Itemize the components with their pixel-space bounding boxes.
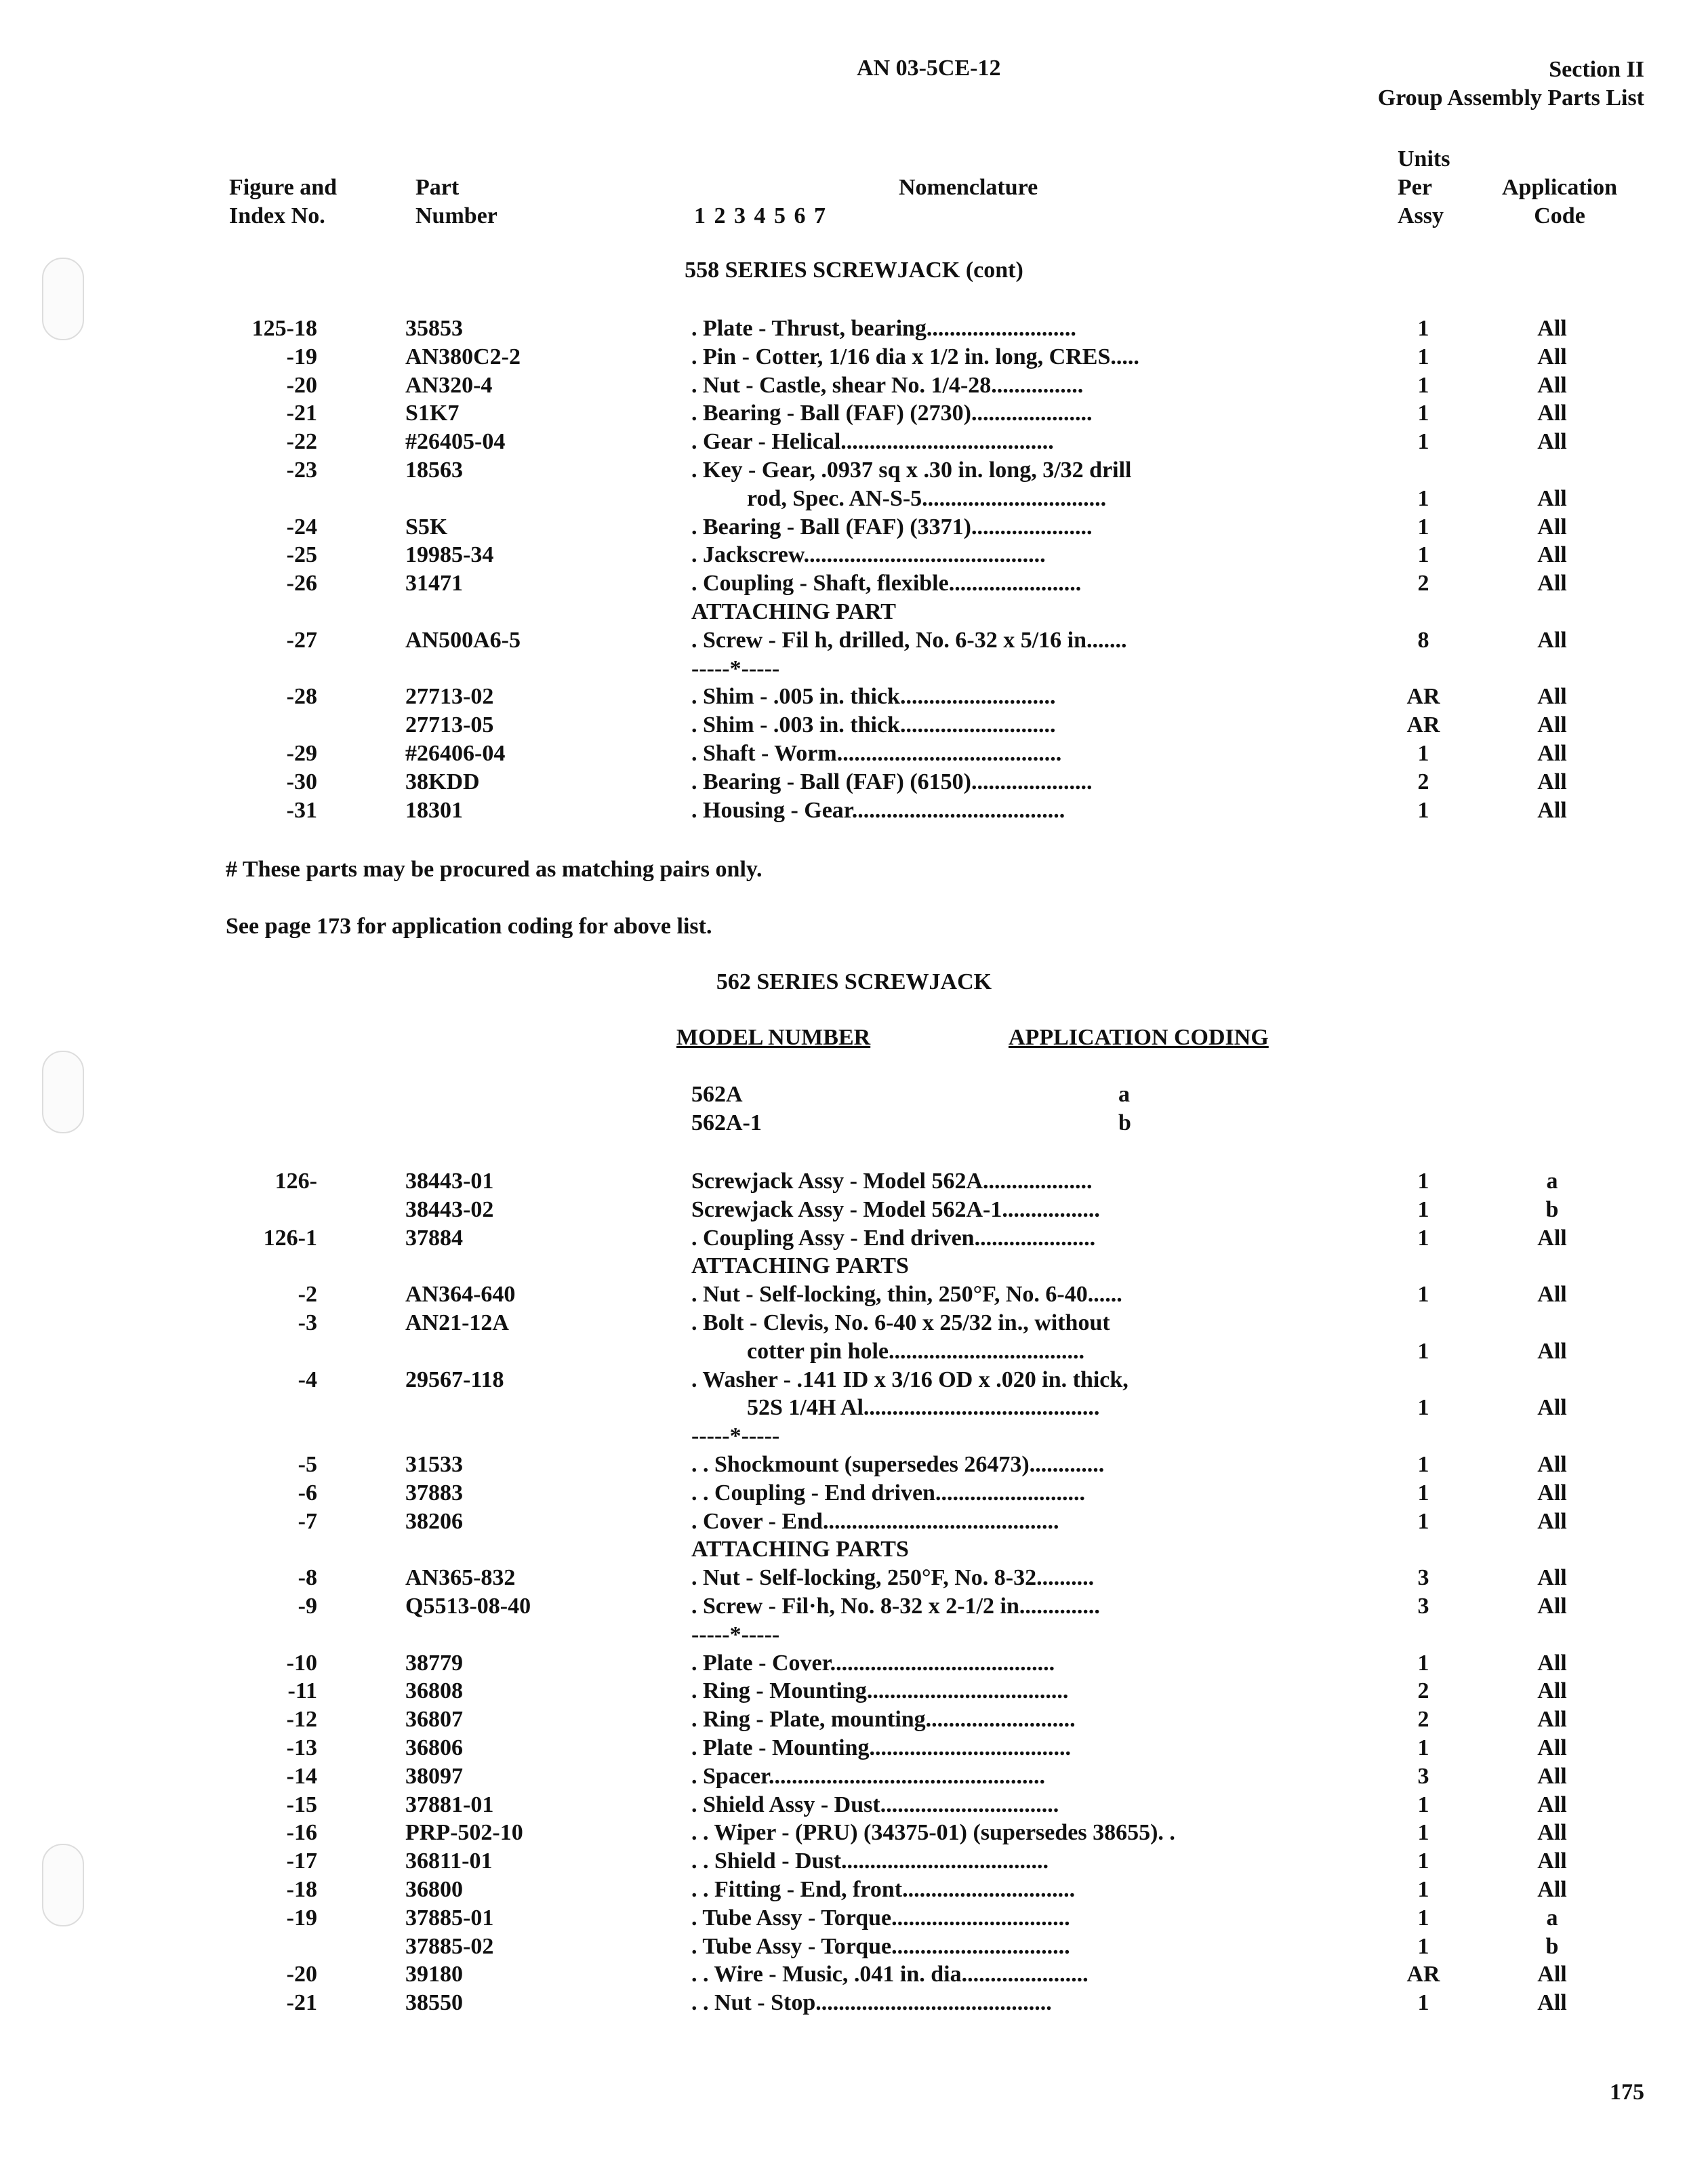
figure-index-cell: 126-: [274, 1169, 317, 1194]
units-cell: 1: [1417, 741, 1429, 766]
application-code-cell: All: [1537, 571, 1567, 597]
nomenclature-cell: . . Wire - Music, .041 in. dia......................: [691, 1962, 1089, 1987]
figure-index-cell: -16: [286, 1820, 317, 1846]
application-coding-note: See page 173 for application coding for above list.: [226, 914, 712, 939]
punch-hole: [42, 1051, 84, 1133]
units-cell: 2: [1417, 769, 1429, 794]
figure-index-cell: -8: [298, 1565, 317, 1591]
application-code-cell: a: [1546, 1905, 1558, 1931]
figure-index-cell: -27: [286, 627, 317, 653]
part-number-cell: 18563: [405, 458, 463, 483]
table-row: [0, 343, 1708, 371]
column-header-units-per-assy: Units Per Assy: [1398, 146, 1450, 228]
application-code-cell: All: [1537, 401, 1567, 426]
nomenclature-cell: . Bearing - Ball (FAF) (3371).....................: [691, 514, 1093, 540]
column-header-indent-levels: 1 2 3 4 5 6 7: [694, 203, 827, 228]
model-number: 562A-1: [691, 1110, 762, 1135]
part-number-cell: 27713-02: [405, 684, 494, 710]
application-code-cell: All: [1537, 1395, 1567, 1421]
application-code-cell: All: [1537, 1763, 1567, 1789]
table-row: [0, 626, 1708, 655]
figure-index-cell: -24: [286, 514, 317, 540]
part-number-cell: #26406-04: [405, 741, 506, 766]
figure-index-cell: -13: [286, 1735, 317, 1760]
application-code-cell: All: [1537, 1282, 1567, 1308]
application-code-cell: All: [1537, 684, 1567, 710]
matching-pairs-note: # These parts may be procured as matching pairs only.: [226, 857, 762, 882]
table-row: [0, 1904, 1708, 1933]
table-row: [0, 1960, 1708, 1989]
part-number-cell: 35853: [405, 316, 463, 341]
nomenclature-cell: . . Nut - Stop.........................................: [691, 1990, 1052, 2016]
part-number-cell: 38KDD: [405, 769, 480, 794]
table-row: [0, 1366, 1708, 1394]
table-row: [0, 796, 1708, 825]
part-number-cell: AN21-12A: [405, 1310, 509, 1335]
table-row: [0, 1876, 1708, 1904]
figure-index-cell: -17: [286, 1848, 317, 1874]
part-number-cell: 36806: [405, 1735, 463, 1760]
application-code-cell: All: [1537, 1678, 1567, 1704]
part-number-cell: 39180: [405, 1962, 463, 1987]
table-row: [0, 1252, 1708, 1280]
table-row: [0, 768, 1708, 796]
table-row: [0, 1280, 1708, 1309]
section-label: Section II: [1549, 57, 1644, 82]
table-row: [0, 740, 1708, 768]
part-number-cell: 36811-01: [405, 1848, 493, 1874]
figure-index-cell: -12: [286, 1707, 317, 1733]
units-cell: 3: [1417, 1565, 1429, 1591]
table-row: [0, 1592, 1708, 1621]
figure-index-cell: -4: [298, 1367, 317, 1392]
part-number-cell: AN365-832: [405, 1565, 516, 1591]
nomenclature-cell: 52S 1/4H Al.........................................: [747, 1395, 1100, 1421]
application-code-cell: b: [1545, 1196, 1559, 1222]
part-number-cell: 36807: [405, 1707, 463, 1733]
units-cell: AR: [1406, 1962, 1440, 1987]
table-row: [0, 1705, 1708, 1734]
figure-index-cell: -25: [286, 542, 317, 568]
section-562-title: 562 SERIES SCREWJACK: [716, 969, 992, 994]
part-number-cell: 18301: [405, 797, 463, 823]
table-row: [0, 456, 1708, 485]
model-number-header: MODEL NUMBER: [676, 1025, 871, 1050]
table-row: [0, 1309, 1708, 1337]
application-code-cell: All: [1537, 316, 1567, 341]
column-header-application-code: Application Code: [1502, 175, 1618, 228]
units-cell: 1: [1417, 1452, 1429, 1477]
nomenclature-cell: . Jackscrew..........................................: [691, 542, 1046, 568]
table-row: [0, 1847, 1708, 1876]
application-coding-header: APPLICATION CODING: [1009, 1025, 1269, 1050]
table-row: [0, 711, 1708, 740]
application-code-cell: All: [1537, 797, 1567, 823]
nomenclature-cell: . Bearing - Ball (FAF) (6150).....................: [691, 769, 1093, 794]
nomenclature-cell: . Screw - Fil h, drilled, No. 6-32 x 5/16 in.......: [691, 627, 1127, 653]
figure-index-cell: -5: [298, 1452, 317, 1477]
nomenclature-cell: . Coupling - Shaft, flexible.......................: [691, 571, 1082, 597]
application-code-cell: All: [1537, 741, 1567, 766]
figure-index-cell: -10: [286, 1650, 317, 1676]
section-558-title: 558 SERIES SCREWJACK (cont): [685, 258, 1023, 283]
units-cell: 1: [1417, 372, 1429, 398]
table-row: [0, 1479, 1708, 1508]
part-number-cell: AN320-4: [405, 372, 493, 398]
application-code-cell: All: [1537, 1338, 1567, 1364]
units-cell: 1: [1417, 514, 1429, 540]
application-code-cell: All: [1537, 1792, 1567, 1817]
application-code-cell: All: [1537, 1225, 1567, 1251]
section-title: Group Assembly Parts List: [1377, 85, 1644, 110]
table-row: [0, 513, 1708, 542]
figure-index-cell: -30: [286, 769, 317, 794]
units-cell: 1: [1417, 1650, 1429, 1676]
figure-index-cell: -7: [298, 1508, 317, 1534]
units-cell: 1: [1417, 485, 1429, 511]
units-cell: 1: [1417, 1792, 1429, 1817]
table-row: [0, 1224, 1708, 1253]
part-number-cell: 37881-01: [405, 1792, 494, 1817]
units-cell: 1: [1417, 542, 1429, 568]
part-number-cell: AN364-640: [405, 1282, 516, 1308]
table-row: [0, 428, 1708, 456]
figure-index-cell: 126-1: [263, 1225, 317, 1251]
column-header-part-number: Part Number: [415, 175, 497, 228]
part-number-cell: AN500A6-5: [405, 627, 521, 653]
application-code-cell: All: [1537, 1452, 1567, 1477]
figure-index-cell: -21: [286, 401, 317, 426]
table-row: [0, 655, 1708, 683]
nomenclature-cell: . . Fitting - End, front..............................: [691, 1877, 1076, 1902]
nomenclature-cell: . Ring - Plate, mounting..........................: [691, 1707, 1076, 1733]
part-number-cell: 38550: [405, 1990, 463, 2016]
units-cell: 1: [1417, 1480, 1429, 1506]
units-cell: 2: [1417, 1707, 1429, 1733]
units-cell: 1: [1417, 1905, 1429, 1931]
application-code-cell: All: [1537, 372, 1567, 398]
nomenclature-cell: cotter pin hole..................................: [747, 1338, 1085, 1364]
part-number-cell: 37883: [405, 1480, 463, 1506]
units-cell: 1: [1417, 1735, 1429, 1760]
part-number-cell: 37884: [405, 1225, 463, 1251]
nomenclature-cell: . Nut - Self-locking, 250°F, No. 8-32..........: [691, 1565, 1095, 1591]
units-cell: 1: [1417, 344, 1429, 369]
units-cell: 1: [1417, 1990, 1429, 2016]
nomenclature-cell: . Shim - .003 in. thick...........................: [691, 712, 1056, 738]
nomenclature-cell: Screwjack Assy - Model 562A...................: [691, 1169, 1093, 1194]
nomenclature-cell: rod, Spec. AN-S-5................................: [747, 485, 1107, 511]
nomenclature-cell: . Bolt - Clevis, No. 6-40 x 25/32 in., without: [691, 1310, 1110, 1335]
nomenclature-cell: . Washer - .141 ID x 3/16 OD x .020 in. thick,: [691, 1367, 1128, 1392]
part-number-cell: 37885-02: [405, 1933, 494, 1959]
application-code-cell: All: [1537, 627, 1567, 653]
document-number: AN 03-5CE-12: [857, 56, 1001, 81]
figure-index-cell: -29: [286, 741, 317, 766]
application-code-cell: All: [1537, 1848, 1567, 1874]
part-number-cell: 37885-01: [405, 1905, 494, 1931]
part-number-cell: 31533: [405, 1452, 463, 1477]
application-code-cell: All: [1537, 769, 1567, 794]
nomenclature-cell: . Tube Assy - Torque...............................: [691, 1905, 1070, 1931]
part-number-cell: 38097: [405, 1763, 463, 1789]
nomenclature-cell: -----*-----: [691, 1621, 780, 1647]
part-number-cell: 36808: [405, 1678, 463, 1704]
nomenclature-cell: ATTACHING PART: [691, 599, 896, 624]
application-code-cell: a: [1546, 1169, 1558, 1194]
units-cell: 1: [1417, 1933, 1429, 1959]
table-row: [0, 1819, 1708, 1847]
units-cell: 1: [1417, 1395, 1429, 1421]
application-code-cell: All: [1537, 485, 1567, 511]
figure-index-cell: -9: [298, 1594, 317, 1619]
nomenclature-cell: . Ring - Mounting...................................: [691, 1678, 1069, 1704]
application-code-cell: All: [1537, 1707, 1567, 1733]
table-row: [0, 1649, 1708, 1678]
units-cell: 1: [1417, 797, 1429, 823]
table-row: [0, 1451, 1708, 1479]
nomenclature-cell: . Gear - Helical.....................................: [691, 429, 1054, 455]
figure-index-cell: -20: [286, 1962, 317, 1987]
application-code-cell: All: [1537, 344, 1567, 369]
part-number-cell: PRP-502-10: [405, 1820, 523, 1846]
nomenclature-cell: -----*-----: [691, 1423, 780, 1449]
application-code-cell: All: [1537, 1735, 1567, 1760]
units-cell: 3: [1417, 1594, 1429, 1619]
nomenclature-cell: . Nut - Castle, shear No. 1/4-28................: [691, 372, 1084, 398]
nomenclature-cell: . Pin - Cotter, 1/16 dia x 1/2 in. long, CRES.....: [691, 344, 1139, 369]
figure-index-cell: -19: [286, 344, 317, 369]
table-row: [0, 371, 1708, 400]
units-cell: 1: [1417, 1848, 1429, 1874]
table-row: [0, 315, 1708, 343]
figure-index-cell: -20: [286, 372, 317, 398]
application-code-cell: All: [1537, 1820, 1567, 1846]
figure-index-cell: -11: [287, 1678, 317, 1704]
nomenclature-cell: . Plate - Cover.......................................: [691, 1650, 1055, 1676]
units-cell: 3: [1417, 1763, 1429, 1789]
section-heading: [1102, 56, 1644, 113]
units-cell: 2: [1417, 571, 1429, 597]
application-code-cell: All: [1537, 514, 1567, 540]
table-row: [0, 1535, 1708, 1564]
nomenclature-cell: . Shaft - Worm.......................................: [691, 741, 1062, 766]
nomenclature-cell: . . Wiper - (PRU) (34375-01) (supersedes 38655). .: [691, 1820, 1175, 1846]
model-number: 562A: [691, 1082, 743, 1107]
nomenclature-cell: . Screw - Fil·h, No. 8-32 x 2-1/2 in..............: [691, 1594, 1100, 1619]
table-row: [0, 598, 1708, 626]
table-row: [0, 1791, 1708, 1819]
part-number-cell: 29567-118: [405, 1367, 504, 1392]
part-number-cell: S1K7: [405, 401, 460, 426]
application-code-cell: All: [1537, 1990, 1567, 2016]
figure-index-cell: -14: [286, 1763, 317, 1789]
nomenclature-cell: ATTACHING PARTS: [691, 1537, 909, 1562]
table-row: [0, 399, 1708, 428]
application-code-cell: All: [1537, 542, 1567, 568]
part-number-cell: AN380C2-2: [405, 344, 521, 369]
figure-index-cell: -15: [286, 1792, 317, 1817]
part-number-cell: 19985-34: [405, 542, 494, 568]
nomenclature-cell: . . Shockmount (supersedes 26473).............: [691, 1452, 1105, 1477]
table-row: [0, 1621, 1708, 1649]
application-code-cell: All: [1537, 1565, 1567, 1591]
application-code-cell: All: [1537, 1594, 1567, 1619]
part-number-cell: Q5513-08-40: [405, 1594, 531, 1619]
figure-index-cell: -22: [286, 429, 317, 455]
part-number-cell: 38443-01: [405, 1169, 494, 1194]
figure-index-cell: -23: [286, 458, 317, 483]
units-cell: 1: [1417, 1820, 1429, 1846]
application-code-cell: All: [1537, 1480, 1567, 1506]
units-cell: AR: [1406, 684, 1440, 710]
nomenclature-cell: . . Coupling - End driven..........................: [691, 1480, 1085, 1506]
table-row: [0, 1933, 1708, 1961]
table-row: [0, 1989, 1708, 2017]
table-row: [0, 683, 1708, 711]
table-row: [0, 1762, 1708, 1791]
model-code: b: [1118, 1110, 1131, 1135]
application-code-cell: All: [1537, 712, 1567, 738]
nomenclature-cell: . . Shield - Dust....................................: [691, 1848, 1049, 1874]
column-header-figure-index: Figure and Index No.: [229, 175, 338, 228]
nomenclature-cell: . Key - Gear, .0937 sq x .30 in. long, 3/32 drill: [691, 458, 1132, 483]
units-cell: 1: [1417, 1169, 1429, 1194]
table-row: [0, 1422, 1708, 1451]
nomenclature-cell: . Shield Assy - Dust...............................: [691, 1792, 1059, 1817]
application-code-cell: b: [1545, 1933, 1559, 1959]
table-row: [0, 541, 1708, 569]
figure-index-cell: -3: [298, 1310, 317, 1335]
figure-index-cell: -28: [286, 684, 317, 710]
units-cell: 1: [1417, 1196, 1429, 1222]
part-number-cell: 31471: [405, 571, 463, 597]
units-cell: 1: [1417, 316, 1429, 341]
table-row: [0, 1196, 1708, 1224]
table-row: [0, 485, 1708, 513]
nomenclature-cell: . Bearing - Ball (FAF) (2730).....................: [691, 401, 1093, 426]
nomenclature-cell: . Shim - .005 in. thick...........................: [691, 684, 1056, 710]
table-row: [0, 1167, 1708, 1196]
units-cell: 1: [1417, 1225, 1429, 1251]
figure-index-cell: -19: [286, 1905, 317, 1931]
part-number-cell: 38779: [405, 1650, 463, 1676]
units-cell: 1: [1417, 429, 1429, 455]
units-cell: 1: [1417, 1338, 1429, 1364]
units-cell: 1: [1417, 1282, 1429, 1308]
table-row: [0, 1508, 1708, 1536]
nomenclature-cell: . Housing - Gear.....................................: [691, 797, 1065, 823]
figure-index-cell: -6: [298, 1480, 317, 1506]
nomenclature-cell: . Nut - Self-locking, thin, 250°F, No. 6-40......: [691, 1282, 1122, 1308]
page-number: 175: [1610, 2080, 1644, 2105]
units-cell: AR: [1406, 712, 1440, 738]
part-number-cell: 36800: [405, 1877, 463, 1902]
figure-index-cell: -2: [298, 1282, 317, 1308]
part-number-cell: #26405-04: [405, 429, 506, 455]
table-row: [0, 1394, 1708, 1422]
part-number-cell: S5K: [405, 514, 448, 540]
nomenclature-cell: . Plate - Thrust, bearing..........................: [691, 316, 1076, 341]
part-number-cell: 27713-05: [405, 712, 494, 738]
part-number-cell: 38443-02: [405, 1196, 494, 1222]
units-cell: 2: [1417, 1678, 1429, 1704]
nomenclature-cell: ATTACHING PARTS: [691, 1253, 909, 1279]
figure-index-cell: -26: [286, 571, 317, 597]
figure-index-cell: -21: [286, 1990, 317, 2016]
nomenclature-cell: . Coupling Assy - End driven.....................: [691, 1225, 1096, 1251]
table-row: [0, 1734, 1708, 1762]
application-code-cell: All: [1537, 1650, 1567, 1676]
units-cell: 1: [1417, 1877, 1429, 1902]
column-header-nomenclature: Nomenclature: [899, 175, 1038, 200]
table-row: [0, 1337, 1708, 1366]
part-number-cell: 38206: [405, 1508, 463, 1534]
figure-index-cell: -31: [286, 797, 317, 823]
nomenclature-cell: . Cover - End.........................................: [691, 1508, 1059, 1534]
nomenclature-cell: . Spacer................................................: [691, 1763, 1045, 1789]
units-cell: 1: [1417, 1508, 1429, 1534]
figure-index-cell: -18: [286, 1877, 317, 1902]
model-code: a: [1118, 1082, 1130, 1107]
application-code-cell: All: [1537, 1962, 1567, 1987]
table-row: [0, 1564, 1708, 1592]
application-code-cell: All: [1537, 1508, 1567, 1534]
nomenclature-cell: Screwjack Assy - Model 562A-1.................: [691, 1196, 1100, 1222]
table-row: [0, 1677, 1708, 1705]
nomenclature-cell: . Tube Assy - Torque...............................: [691, 1933, 1070, 1959]
table-row: [0, 569, 1708, 598]
units-cell: 1: [1417, 401, 1429, 426]
application-code-cell: All: [1537, 429, 1567, 455]
units-cell: 8: [1417, 627, 1429, 653]
figure-index-cell: 125-18: [251, 316, 317, 341]
nomenclature-cell: -----*-----: [691, 655, 780, 681]
nomenclature-cell: . Plate - Mounting...................................: [691, 1735, 1072, 1760]
application-code-cell: All: [1537, 1877, 1567, 1902]
